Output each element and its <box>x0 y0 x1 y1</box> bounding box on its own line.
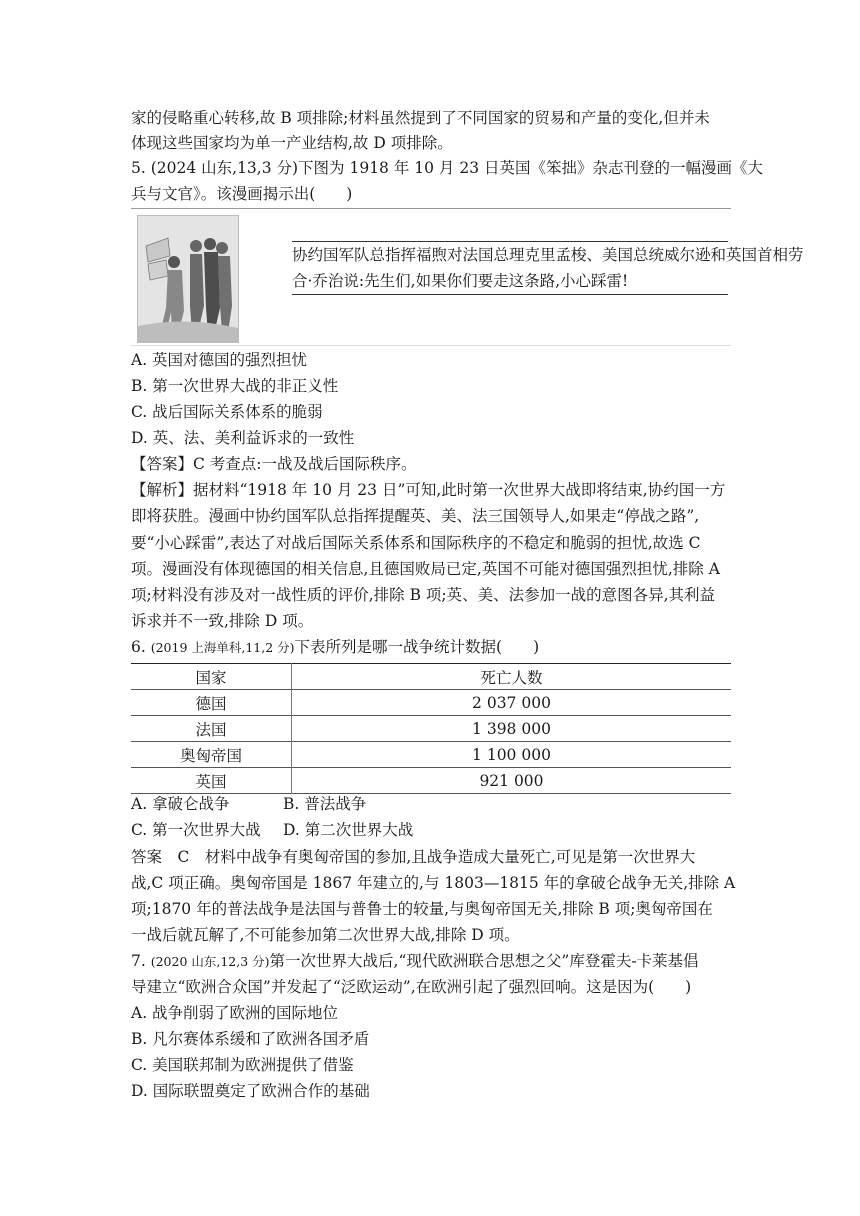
q5-answer: 【答案】C 考查点:一战及战后国际秩序。 <box>131 455 417 473</box>
q6-answer-line: 项;1870 年的普法战争是法国与普鲁士的较量,与奥匈帝国无关,排除 B 项;奥匈帝国在 <box>131 900 713 918</box>
cell-deaths: 1 100 000 <box>472 745 551 764</box>
cell-deaths: 921 000 <box>479 771 544 790</box>
cartoon-image <box>137 215 239 343</box>
cell-country: 英国 <box>131 768 292 794</box>
q6-stats-table <box>131 663 731 794</box>
intro-line-1: 家的侵略重心转移,故 B 项排除;材料虽然提到了不同国家的贸易和产量的变化,但并未 <box>131 109 710 127</box>
q7-source: (2020 山东,12,3 分) <box>150 954 270 969</box>
q5-option-d: D. 英、法、美利益诉求的一致性 <box>131 429 355 447</box>
q5-option-a: A. 英国对德国的强烈担忧 <box>131 351 308 369</box>
q5-analysis-line: 项;材料没有涉及对一战性质的评价,排除 B 项;英、美、法参加一战的意图各异,其利益 <box>131 586 716 604</box>
cartoon-sketch-icon <box>138 216 238 342</box>
q6-options-row-1 <box>131 793 731 815</box>
table-row <box>131 768 731 794</box>
table-row <box>131 742 731 768</box>
q5-analysis-line: 要“小心踩雷”,表达了对战后国际关系体系和国际秩序的不稳定和脆弱的担忧,故选 C <box>131 534 701 552</box>
q7-stem-line-2: 导建立“欧洲合众国”并发起了“泛欧运动”,在欧洲引起了强烈回响。这是因为( ) <box>131 978 692 996</box>
q7-option-d: D. 国际联盟奠定了欧洲合作的基础 <box>131 1082 370 1100</box>
q6-stem <box>131 636 731 659</box>
table-row <box>131 716 731 742</box>
q5-option-b: B. 第一次世界大战的非正义性 <box>131 377 339 395</box>
q5-analysis-line: 【解析】据材料“1918 年 10 月 23 日”可知,此时第一次世界大战即将结束,协约国一方 <box>131 481 726 499</box>
cell-deaths: 1 398 000 <box>472 719 551 738</box>
q6-answer-line: 战,C 项正确。奥匈帝国是 1867 年建立的,与 1803—1815 年的拿破仑战争无关,排除 A <box>131 874 736 892</box>
q5-analysis-line: 即将获胜。漫画中协约国军队总指挥提醒英、美、法三国领导人,如果走“停战之路”, <box>131 507 700 525</box>
q6-stem-text: 下表所列是哪一战争统计数据( ) <box>294 638 540 656</box>
q7-number: 7. <box>131 952 151 970</box>
q5-cartoon-caption <box>292 241 804 295</box>
cell-country: 法国 <box>131 716 292 742</box>
q7-option-a: A. 战争削弱了欧洲的国际地位 <box>131 1004 339 1022</box>
intro-line-2: 体现这些国家均为单一产业结构,故 D 项排除。 <box>131 134 453 152</box>
header-country: 国家 <box>131 664 292 690</box>
q6-option-c: C. 第一次世界大战 <box>131 821 261 839</box>
q5-stem-line-1: 5. (2024 山东,13,3 分)下图为 1918 年 10 月 23 日英国《笨拙》杂志刊登的一幅漫画《大 <box>131 159 764 177</box>
cell-country: 奥匈帝国 <box>131 742 292 768</box>
table-header-row <box>131 664 731 690</box>
q7-stem-text: 第一次世界大战后,“现代欧洲联合思想之父”库登霍夫-卡莱基倡 <box>269 952 699 970</box>
q7-stem <box>131 950 731 973</box>
q5-stem-line-2: 兵与文官》。该漫画揭示出( ) <box>131 185 353 203</box>
q5-option-c: C. 战后国际关系体系的脆弱 <box>131 403 323 421</box>
q6-option-a: A. 拿破仑战争 <box>131 795 230 813</box>
cell-country: 德国 <box>131 690 292 716</box>
q6-number: 6. <box>131 638 151 656</box>
header-deaths: 死亡人数 <box>480 668 543 687</box>
q6-options-row-2 <box>131 819 731 841</box>
q6-option-d: D. 第二次世界大战 <box>283 821 414 839</box>
q5-analysis-line: 诉求并不一致,排除 D 项。 <box>131 612 314 630</box>
q6-answer-line: 答案 C 材料中战争有奥匈帝国的参加,且战争造成大量死亡,可见是第一次世界大 <box>131 848 696 866</box>
q6-option-b: B. 普法战争 <box>283 795 367 813</box>
q6-answer-line: 一战后就瓦解了,不可能参加第二次世界大战,排除 D 项。 <box>131 926 520 944</box>
caption-line-2: 合·乔治说:先生们,如果你们要走这条路,小心踩雷! <box>292 272 629 290</box>
q7-option-b: B. 凡尔赛体系缓和了欧洲各国矛盾 <box>131 1030 370 1048</box>
q7-option-c: C. 美国联邦制为欧洲提供了借鉴 <box>131 1056 354 1074</box>
table-row <box>131 690 731 716</box>
caption-line-1: 协约国军队总指挥福煦对法国总理克里孟梭、美国总统威尔逊和英国首相劳 <box>292 246 804 264</box>
q6-source: (2019 上海单科,11,2 分) <box>150 640 295 655</box>
q5-analysis-line: 项。漫画没有体现德国的相关信息,且德国败局已定,英国不可能对德国强烈担忧,排除 A <box>131 560 720 578</box>
cell-deaths: 2 037 000 <box>472 693 551 712</box>
